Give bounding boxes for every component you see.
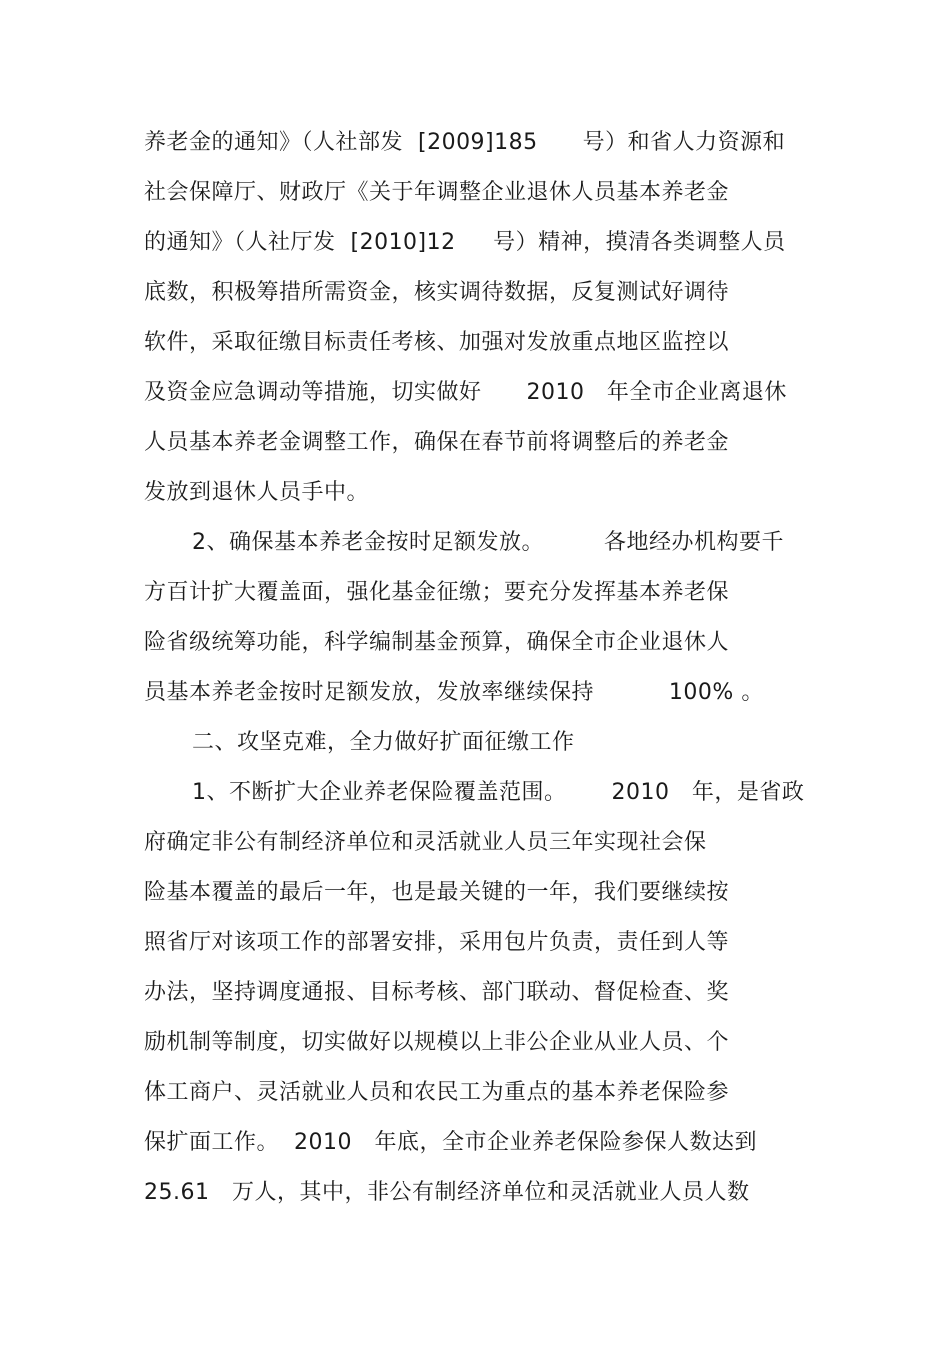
text-line: 险基本覆盖的最后一年，也是最关键的一年，我们要继续按 xyxy=(144,880,730,905)
text-line: 25.61 万人，其中，非公有制经济单位和灵活就业人员人数 xyxy=(144,1180,750,1205)
text-line: 险省级统筹功能，科学编制基金预算，确保全市企业退休人 xyxy=(144,630,730,655)
text-line: 体工商户、灵活就业人员和农民工为重点的基本养老保险参 xyxy=(144,1080,730,1105)
text-line: 方百计扩大覆盖面，强化基金征缴；要充分发挥基本养老保 xyxy=(144,580,730,605)
text-line: 软件，采取征缴目标责任考核、加强对发放重点地区监控以 xyxy=(144,330,730,355)
text-line: 照省厅对该项工作的部署安排，采用包片负责，责任到人等 xyxy=(144,930,730,955)
text-line: 养老金的通知》（人社部发 [2009]185 号）和省人力资源和 xyxy=(144,130,786,155)
text-line: 府确定非公有制经济单位和灵活就业人员三年实现社会保 xyxy=(144,830,707,855)
text-line: 社会保障厅、财政厅《关于年调整企业退休人员基本养老金 xyxy=(144,180,730,205)
text-line: 员基本养老金按时足额发放，发放率继续保持 100% 。 xyxy=(144,680,764,705)
text-line: 2、确保基本养老金按时足额发放。 各地经办机构要千 xyxy=(192,530,784,555)
text-line: 励机制等制度，切实做好以规模以上非公企业从业人员、个 xyxy=(144,1030,730,1055)
text-line: 发放到退休人员手中。 xyxy=(144,480,370,505)
text-line: 人员基本养老金调整工作，确保在春节前将调整后的养老金 xyxy=(144,430,730,455)
section-heading: 二、攻坚克难，全力做好扩面征缴工作 xyxy=(192,730,575,755)
text-line: 办法，坚持调度通报、目标考核、部门联动、督促检查、奖 xyxy=(144,980,730,1005)
text-line: 底数，积极筹措所需资金，核实调待数据，反复测试好调待 xyxy=(144,280,730,305)
text-line: 及资金应急调动等措施，切实做好 2010 年全市企业离退休 xyxy=(144,380,787,405)
text-line: 1、不断扩大企业养老保险覆盖范围。 2010 年，是省政 xyxy=(192,780,805,805)
text-line: 的通知》（人社厅发 [2010]12 号）精神，摸清各类调整人员 xyxy=(144,230,786,255)
text-line: 保扩面工作。 2010 年底，全市企业养老保险参保人数达到 xyxy=(144,1130,757,1155)
